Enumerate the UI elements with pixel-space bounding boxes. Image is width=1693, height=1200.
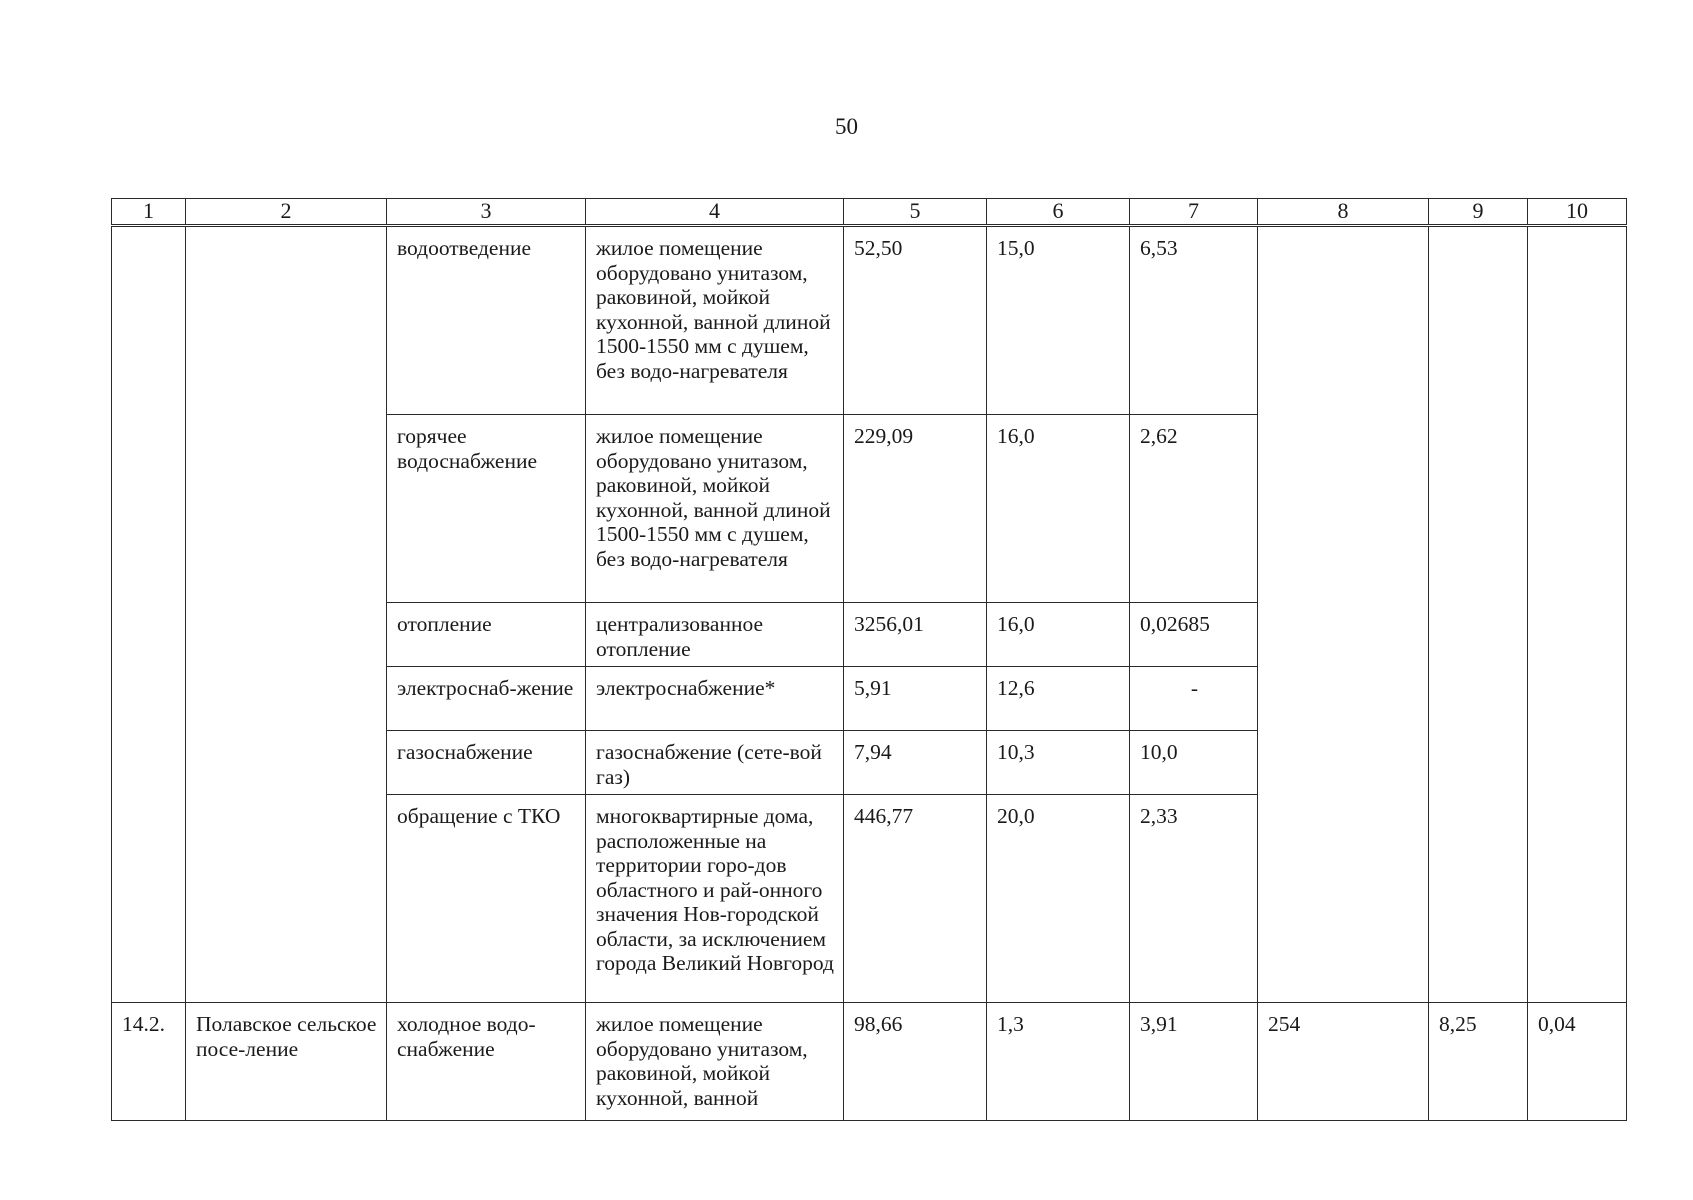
cell-value-7: 10,0 [1130,731,1258,795]
cell-description: электроснабжение* [586,667,844,731]
column-header: 9 [1429,199,1528,226]
cell-value-6: 10,3 [987,731,1130,795]
cell-settlement: Полавское сельское посе-ление [186,1003,387,1121]
cell-value-5: 446,77 [844,795,987,1003]
cell-value-9 [1429,226,1528,1003]
column-header: 10 [1528,199,1627,226]
cell-value-6: 1,3 [987,1003,1130,1121]
cell-value-5: 98,66 [844,1003,987,1121]
column-header: 7 [1130,199,1258,226]
column-header: 8 [1258,199,1429,226]
cell-value-7: 0,02685 [1130,603,1258,667]
cell-description: жилое помещение оборудовано унитазом, раковиной, мойкой кухонной, ванной длиной 1500-1550 мм с душем, без водо-нагревателя [586,226,844,415]
header-row [112,199,1627,226]
cell-settlement [186,226,387,1003]
tariff-table [111,198,1627,1121]
cell-service: холодное водо-снабжение [387,1003,586,1121]
cell-value-10: 0,04 [1528,1003,1627,1121]
cell-description: жилое помещение оборудовано унитазом, раковиной, мойкой кухонной, ванной [586,1003,844,1121]
cell-value-5: 3256,01 [844,603,987,667]
column-header: 3 [387,199,586,226]
page-number: 50 [835,114,858,139]
cell-value-5: 5,91 [844,667,987,731]
cell-value-5: 7,94 [844,731,987,795]
column-header: 2 [186,199,387,226]
cell-value-7: - [1130,667,1258,731]
cell-value-6: 16,0 [987,603,1130,667]
column-header: 4 [586,199,844,226]
cell-value-8 [1258,226,1429,1003]
column-header: 1 [112,199,186,226]
cell-service: газоснабжение [387,731,586,795]
cell-value-6: 15,0 [987,226,1130,415]
table-row [112,1003,1627,1121]
cell-description: жилое помещение оборудовано унитазом, раковиной, мойкой кухонной, ванной длиной 1500-1550 мм с душем, без водо-нагревателя [586,415,844,603]
cell-number: 14.2. [112,1003,186,1121]
cell-description: газоснабжение (сете-вой газ) [586,731,844,795]
cell-value-10 [1528,226,1627,1003]
cell-value-7: 3,91 [1130,1003,1258,1121]
cell-value-7: 2,33 [1130,795,1258,1003]
cell-value-9: 8,25 [1429,1003,1528,1121]
cell-value-6: 20,0 [987,795,1130,1003]
column-header: 5 [844,199,987,226]
cell-number [112,226,186,1003]
cell-value-5: 229,09 [844,415,987,603]
cell-value-5: 52,50 [844,226,987,415]
cell-value-7: 2,62 [1130,415,1258,603]
cell-service: водоотведение [387,226,586,415]
cell-service: электроснаб-жение [387,667,586,731]
cell-description: многоквартирные дома, расположенные на территории горо-дов областного и рай-онного значения Нов-городской области, за исключением города Великий Новгород [586,795,844,1003]
cell-value-8: 254 [1258,1003,1429,1121]
cell-value-6: 12,6 [987,667,1130,731]
cell-value-7: 6,53 [1130,226,1258,415]
cell-service: отопление [387,603,586,667]
cell-value-6: 16,0 [987,415,1130,603]
table-row [112,226,1627,415]
cell-service: горячее водоснабжение [387,415,586,603]
cell-description: централизованное отопление [586,603,844,667]
cell-service: обращение с ТКО [387,795,586,1003]
column-header: 6 [987,199,1130,226]
